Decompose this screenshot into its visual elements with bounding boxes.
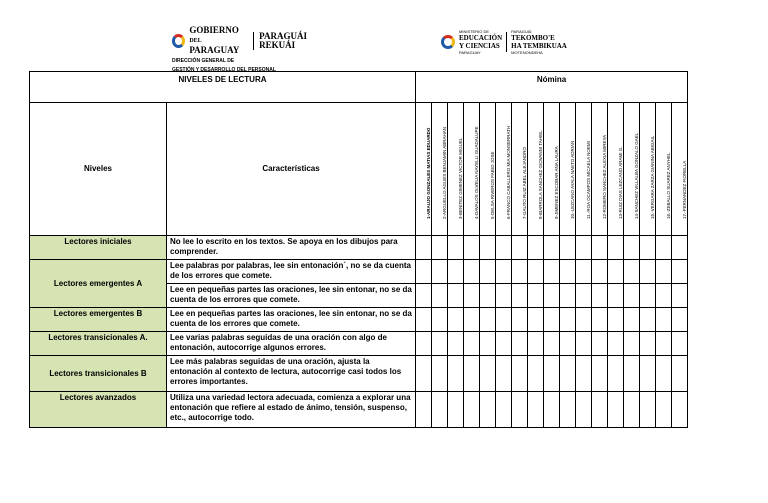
student-name: 3-BENITEZ GIMENEZ VICTOR MIGUEL [457, 137, 463, 219]
mark-cell[interactable] [656, 284, 672, 308]
student-name: 17.-FERNANDEZ FIORELLA [681, 160, 687, 219]
student-name: 2-ARGUELLO AGUES BENJAMIN ABRAHAN [441, 126, 447, 219]
header-nomina: Nómina [416, 72, 688, 103]
mark-cell[interactable] [576, 392, 592, 428]
mark-cell[interactable] [608, 236, 624, 260]
mark-cell[interactable] [576, 356, 592, 392]
mark-cell[interactable] [672, 236, 688, 260]
mark-cell[interactable] [576, 308, 592, 332]
reading-levels-table [29, 71, 688, 428]
student-name: 6-FRANCO CABALLERO MIA MONSERRATH [505, 125, 511, 219]
mec-line1: EDUCACIÓN [459, 34, 503, 42]
mark-cell[interactable] [512, 356, 528, 392]
level-label: Lectores iniciales [30, 236, 167, 260]
mark-cell[interactable] [560, 260, 576, 284]
student-name: 8-IBARROLA SANCHEZ GIOVANNI TAHIEL [537, 130, 543, 219]
mark-cell[interactable] [624, 284, 640, 308]
mec-logo [441, 29, 567, 55]
mark-cell[interactable] [528, 260, 544, 284]
mark-cell[interactable] [432, 260, 448, 284]
mark-cell[interactable] [496, 284, 512, 308]
mark-cell[interactable] [560, 392, 576, 428]
logo-sub1: DIRECCIÓN GENERAL DE [172, 58, 235, 64]
student-name-cell [448, 103, 464, 236]
mark-cell[interactable] [560, 284, 576, 308]
mark-cell[interactable] [608, 332, 624, 356]
mark-cell[interactable] [528, 308, 544, 332]
mark-cell[interactable] [608, 392, 624, 428]
student-name-cell [640, 103, 656, 236]
table-row [30, 332, 688, 356]
mec-right2: HA TEMBIKUAA [511, 42, 567, 50]
student-name-cell [560, 103, 576, 236]
mark-cell[interactable] [608, 260, 624, 284]
mark-cell[interactable] [592, 356, 608, 392]
level-description: Lee en pequeñas partes las oraciones, lee sin entonar, no se da cuenta de los errores que comete. [167, 308, 416, 332]
mark-cell[interactable] [560, 332, 576, 356]
mark-cell[interactable] [640, 260, 656, 284]
student-name-cell [624, 103, 640, 236]
mark-cell[interactable] [512, 332, 528, 356]
student-name: 15.-VERGARA ZARZA GIANINA ABIGAIL [649, 135, 655, 219]
student-name-cell [512, 103, 528, 236]
mec-right-small2: MOTENONDEHA [511, 50, 543, 55]
mark-cell[interactable] [544, 260, 560, 284]
student-name-cell [608, 103, 624, 236]
mark-cell[interactable] [512, 308, 528, 332]
column-niveles: Niveles [30, 103, 167, 236]
student-name: 13-RUIZ DIAS LEZCANO ARAMI G. [617, 146, 623, 219]
mark-cell[interactable] [640, 332, 656, 356]
mark-cell[interactable] [544, 356, 560, 392]
mec-country: PARAGUAY [459, 50, 481, 55]
student-name: 12-ROMERO SANCHEZ ALEXIA MIREYA [601, 134, 607, 219]
mark-cell[interactable] [672, 332, 688, 356]
mark-cell[interactable] [672, 260, 688, 284]
table-row [30, 392, 688, 428]
mark-cell[interactable] [464, 236, 480, 260]
mark-cell[interactable] [528, 236, 544, 260]
mark-cell[interactable] [464, 284, 480, 308]
government-seal-icon [172, 34, 185, 48]
mark-cell[interactable] [544, 332, 560, 356]
mark-cell[interactable] [432, 332, 448, 356]
student-name-cell [592, 103, 608, 236]
mark-cell[interactable] [512, 392, 528, 428]
mec-divider [506, 32, 507, 52]
table-row [30, 356, 688, 392]
mark-cell[interactable] [496, 260, 512, 284]
level-description: Utiliza una variedad lectora adecuada, comienza a explorar una entonación que refiere al estado de ánimo, tensión, suspenso, etc., autocorrige todo. [167, 392, 416, 428]
mark-cell[interactable] [576, 260, 592, 284]
mark-cell[interactable] [576, 284, 592, 308]
mark-cell[interactable] [592, 236, 608, 260]
logo-line1b: PARAGUÁI [259, 30, 307, 41]
student-name-cell [464, 103, 480, 236]
student-name-cell [496, 103, 512, 236]
mark-cell[interactable] [608, 284, 624, 308]
column-caracteristicas: Características [167, 103, 416, 236]
level-description: No lee lo escrito en los textos. Se apoya en los dibujos para comprender. [167, 236, 416, 260]
mark-cell[interactable] [432, 356, 448, 392]
table-row [30, 236, 688, 260]
student-name: 10.-LEZCANO AYALA NAETO ADRIAN [569, 140, 575, 219]
mark-cell[interactable] [560, 236, 576, 260]
mark-cell[interactable] [592, 260, 608, 284]
student-name-cell [576, 103, 592, 236]
mark-cell[interactable] [448, 356, 464, 392]
mark-cell[interactable] [656, 308, 672, 332]
mark-cell[interactable] [448, 392, 464, 428]
mark-cell[interactable] [464, 332, 480, 356]
mark-cell[interactable] [496, 236, 512, 260]
mark-cell[interactable] [432, 392, 448, 428]
mark-cell[interactable] [480, 356, 496, 392]
mark-cell[interactable] [656, 392, 672, 428]
mark-cell[interactable] [624, 260, 640, 284]
level-label: Lectores transicionales A. [30, 332, 167, 356]
mark-cell[interactable] [640, 236, 656, 260]
mark-cell[interactable] [496, 332, 512, 356]
mark-cell[interactable] [624, 356, 640, 392]
mark-cell[interactable] [592, 284, 608, 308]
mark-cell[interactable] [480, 236, 496, 260]
mark-cell[interactable] [560, 356, 576, 392]
mec-small: MINISTERIO DE [459, 29, 490, 34]
mark-cell[interactable] [656, 332, 672, 356]
student-name-cell [528, 103, 544, 236]
mark-cell[interactable] [432, 236, 448, 260]
mark-cell[interactable] [592, 308, 608, 332]
mark-cell[interactable] [448, 236, 464, 260]
mark-cell[interactable] [512, 236, 528, 260]
mark-cell[interactable] [416, 284, 432, 308]
mec-right-small: PARAGUÁI [511, 29, 532, 34]
mark-cell[interactable] [624, 392, 640, 428]
student-name-cell [416, 103, 432, 236]
mark-cell[interactable] [496, 308, 512, 332]
student-name: 14-SANCHEZ VILLALBA GONZALO GAEL [633, 132, 639, 219]
mark-cell[interactable] [672, 356, 688, 392]
student-name-cell [480, 103, 496, 236]
mark-cell[interactable] [464, 260, 480, 284]
mark-cell[interactable] [432, 284, 448, 308]
level-label: Lectores emergentes B [30, 308, 167, 332]
student-name: 1-ARAUJO GONZALES MATIAS EDUARDO [425, 127, 431, 219]
mark-cell[interactable] [624, 308, 640, 332]
mark-cell[interactable] [640, 284, 656, 308]
student-name: 5-DELSA RIVEROS FABIO JOSE [489, 151, 495, 219]
mark-cell[interactable] [416, 356, 432, 392]
mark-cell[interactable] [608, 308, 624, 332]
mark-cell[interactable] [480, 284, 496, 308]
mark-cell[interactable] [608, 356, 624, 392]
student-name-cell [656, 103, 672, 236]
mark-cell[interactable] [480, 308, 496, 332]
gobierno-logo [172, 26, 307, 73]
logo-divider [253, 32, 254, 50]
mark-cell[interactable] [416, 392, 432, 428]
mark-cell[interactable] [544, 308, 560, 332]
mark-cell[interactable] [448, 308, 464, 332]
level-label: Lectores avanzados [30, 392, 167, 428]
mark-cell[interactable] [496, 356, 512, 392]
mark-cell[interactable] [656, 260, 672, 284]
mark-cell[interactable] [528, 332, 544, 356]
mark-cell[interactable] [640, 356, 656, 392]
logo-line2b: REKUÁI [259, 39, 296, 50]
logo-sub2: GESTIÓN Y DESARROLLO DEL PERSONAL [172, 67, 276, 73]
mark-cell[interactable] [448, 332, 464, 356]
mec-right1: TEKOMBO'E [511, 34, 555, 42]
level-label: Lectores emergentes A [30, 260, 167, 308]
mark-cell[interactable] [576, 236, 592, 260]
table-row [30, 308, 688, 332]
mark-cell[interactable] [528, 392, 544, 428]
mark-cell[interactable] [432, 308, 448, 332]
mark-cell[interactable] [512, 260, 528, 284]
mark-cell[interactable] [576, 332, 592, 356]
mark-cell[interactable] [464, 308, 480, 332]
mark-cell[interactable] [416, 236, 432, 260]
student-name-cell [544, 103, 560, 236]
level-description: Lee en pequeñas partes las oraciones, lee sin entonar, no se da cuenta de los errores que comete. [167, 284, 416, 308]
mark-cell[interactable] [464, 392, 480, 428]
mark-cell[interactable] [496, 392, 512, 428]
mec-line2: Y CIENCIAS [459, 42, 500, 50]
mark-cell[interactable] [480, 392, 496, 428]
mark-cell[interactable] [544, 392, 560, 428]
mark-cell[interactable] [592, 392, 608, 428]
mark-cell[interactable] [512, 284, 528, 308]
student-name: 7-GAUTO RUIZ ABEL ALEJANDRO [521, 146, 527, 219]
mark-cell[interactable] [448, 260, 464, 284]
mark-cell[interactable] [640, 392, 656, 428]
student-name: 11.-ROA OCAMPOS MICAELA NOEMI [585, 141, 591, 219]
logo-line1-small: DEL [189, 38, 202, 44]
mark-cell[interactable] [480, 332, 496, 356]
student-name-cell [672, 103, 688, 236]
mark-cell[interactable] [560, 308, 576, 332]
mark-cell[interactable] [544, 236, 560, 260]
logo-line2: PARAGUAY [189, 45, 240, 55]
mark-cell[interactable] [528, 284, 544, 308]
ministry-seal-icon [441, 35, 455, 49]
mark-cell[interactable] [528, 356, 544, 392]
mark-cell[interactable] [544, 284, 560, 308]
mark-cell[interactable] [672, 308, 688, 332]
mark-cell[interactable] [416, 260, 432, 284]
mark-cell[interactable] [672, 284, 688, 308]
mark-cell[interactable] [480, 260, 496, 284]
student-name-cell [432, 103, 448, 236]
mark-cell[interactable] [624, 332, 640, 356]
mark-cell[interactable] [640, 308, 656, 332]
logo-line1: GOBIERNO [189, 25, 239, 35]
mark-cell[interactable] [656, 356, 672, 392]
mark-cell[interactable] [416, 308, 432, 332]
mark-cell[interactable] [464, 356, 480, 392]
mark-cell[interactable] [592, 332, 608, 356]
student-name: 4-DAVALOS OLVELIA NAYELLI GUADALUPE [473, 126, 479, 219]
mark-cell[interactable] [416, 332, 432, 356]
mark-cell[interactable] [448, 284, 464, 308]
mark-cell[interactable] [672, 392, 688, 428]
student-name: 16.-ZEBALLO SUAREZ ANYHEL [665, 152, 671, 219]
table-row [30, 260, 688, 284]
level-description: Lee varias palabras seguidas de una oración con algo de entonación, autocorrige algunos errores. [167, 332, 416, 356]
level-description: Lee palabras por palabras, lee sin entonación´, no se da cuenta de los errores que comete. [167, 260, 416, 284]
level-label: Lectores transicionales B [30, 356, 167, 392]
mark-cell[interactable] [624, 236, 640, 260]
level-description: Lee más palabras seguidas de una oración, ajusta la entonación al contexto de lectura, autocorrige casi todos los errores importantes. [167, 356, 416, 392]
student-name: 9-JIMENEZ ESCOBAR ANA LAURA [553, 146, 559, 219]
header-niveles-lectura: NIVELES DE LECTURA [30, 72, 416, 103]
mark-cell[interactable] [656, 236, 672, 260]
